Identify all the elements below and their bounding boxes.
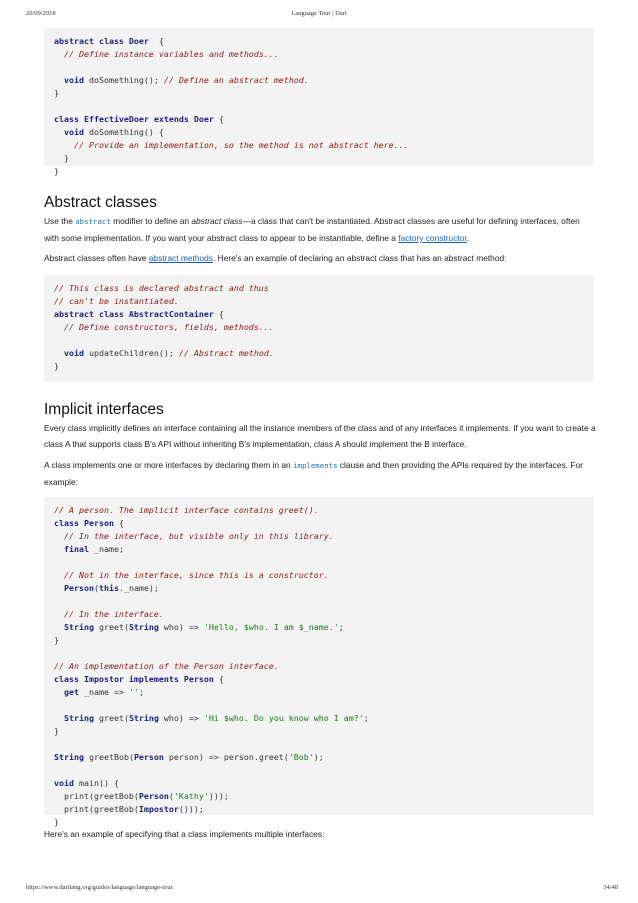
code-text: person) => person.greet( bbox=[163, 752, 289, 762]
text: clause and then providing the APIs required by the interfaces. For example: bbox=[44, 460, 583, 487]
code-text: greetBob( bbox=[83, 752, 134, 762]
code-block-doer bbox=[44, 28, 594, 176]
code-block-person-impostor bbox=[44, 497, 594, 827]
code-comment: // This class is declared abstract and thus bbox=[54, 283, 269, 293]
code-line bbox=[54, 35, 164, 48]
code-text: print(greetBob( bbox=[54, 804, 139, 814]
code-keyword: void bbox=[54, 75, 84, 85]
code-text: } bbox=[54, 817, 59, 827]
code-line bbox=[54, 74, 309, 87]
code-text: { bbox=[148, 36, 164, 46]
code-line bbox=[54, 282, 269, 295]
code-comment: // In the interface. bbox=[54, 609, 164, 619]
page-header-date: 20/09/2018 bbox=[26, 10, 56, 17]
code-line bbox=[54, 543, 124, 556]
code-keyword: this bbox=[98, 583, 119, 593]
code-comment: // Define constructors, fields, methods... bbox=[54, 322, 274, 332]
code-text: } bbox=[54, 726, 59, 736]
text: . bbox=[466, 233, 470, 243]
code-line bbox=[54, 634, 59, 647]
text: Use the bbox=[44, 216, 76, 226]
code-line bbox=[54, 347, 274, 360]
code-text: } bbox=[54, 153, 69, 163]
code-comment: // Not in the interface, since this is a constructor. bbox=[54, 570, 329, 580]
heading-implicit-interfaces: Implicit interfaces bbox=[44, 401, 164, 418]
page-footer-url: https://www.dartlang.org/guides/language/language-tour bbox=[26, 884, 173, 891]
code-text: } bbox=[54, 166, 59, 176]
code-comment: // Provide an implementation, so the method is not abstract here... bbox=[54, 140, 409, 150]
code-text: print(greetBob( bbox=[54, 791, 139, 801]
code-text: ())); bbox=[178, 804, 204, 814]
code-keyword: class EffectiveDoer extends Doer bbox=[54, 114, 214, 124]
paragraph-multiple-interfaces: Here's an example of specifying that a class implements multiple interfaces: bbox=[44, 829, 325, 839]
paragraph-abstract-intro bbox=[44, 213, 596, 246]
code-keyword: final bbox=[54, 544, 89, 554]
code-keyword: abstract class Doer bbox=[54, 36, 149, 46]
code-line bbox=[54, 582, 159, 595]
code-keyword: String bbox=[128, 713, 159, 723]
code-string: 'Kathy' bbox=[173, 791, 209, 801]
code-line bbox=[54, 517, 124, 530]
code-line bbox=[54, 712, 369, 725]
code-comment: // Abstract method. bbox=[178, 348, 274, 358]
code-comment: // In the interface, but visible only in this library. bbox=[54, 531, 334, 541]
code-line bbox=[54, 621, 344, 634]
code-text: who) => bbox=[158, 713, 204, 723]
code-text: ._name); bbox=[118, 583, 159, 593]
code-text: } bbox=[54, 88, 59, 98]
code-text: _name => bbox=[78, 687, 129, 697]
text: . Here's an example of declaring an abstract class that has an abstract method: bbox=[213, 253, 507, 263]
code-line bbox=[54, 360, 59, 373]
paragraph-implements-clause bbox=[44, 457, 596, 490]
code-line bbox=[54, 321, 274, 334]
code-text: updateChildren(); bbox=[83, 348, 179, 358]
code-text: who) => bbox=[158, 622, 204, 632]
code-keyword: Person bbox=[133, 752, 164, 762]
code-string: 'Hello, $who. I am $_name.' bbox=[203, 622, 339, 632]
code-text: } bbox=[54, 635, 59, 645]
code-keyword: class Impostor implements Person bbox=[54, 674, 214, 684]
code-line bbox=[54, 686, 144, 699]
code-line bbox=[54, 126, 164, 139]
code-text: { bbox=[213, 674, 224, 684]
code-line bbox=[54, 803, 204, 816]
link-factory-constructor[interactable]: factory constructor bbox=[398, 233, 467, 243]
code-keyword: void bbox=[54, 127, 84, 137]
inline-code-abstract: abstract bbox=[75, 217, 111, 226]
code-text: ( bbox=[93, 583, 99, 593]
code-line bbox=[54, 165, 59, 178]
code-comment: // A person. The implicit interface contains greet(). bbox=[54, 505, 319, 515]
code-text: ; bbox=[363, 713, 369, 723]
inline-code-implements: implements bbox=[293, 461, 338, 470]
code-line bbox=[54, 751, 324, 764]
code-text: { bbox=[213, 114, 224, 124]
text: modifier to define an bbox=[110, 216, 192, 226]
code-comment: // Define instance variables and methods... bbox=[54, 49, 279, 59]
paragraph-implicit-intro: Every class implicitly defines an interface containing all the instance members of the class and of any interfaces it implements. If you want to create a class A that supports class B's API without inheriting B's implementation, class A should implement the B interface. bbox=[44, 423, 596, 449]
code-text: { bbox=[113, 518, 124, 528]
code-text: ; bbox=[338, 622, 344, 632]
code-line bbox=[54, 673, 224, 686]
code-keyword: String bbox=[54, 713, 94, 723]
code-text: } bbox=[54, 361, 59, 371]
code-keyword: Person bbox=[54, 583, 94, 593]
code-text: doSomething(); bbox=[83, 75, 164, 85]
code-text: ))); bbox=[208, 791, 229, 801]
code-line bbox=[54, 608, 164, 621]
heading-abstract-classes: Abstract classes bbox=[44, 194, 157, 211]
code-text: main() { bbox=[73, 778, 119, 788]
code-text: ( bbox=[168, 791, 174, 801]
code-comment: // can't be instantiated. bbox=[54, 296, 179, 306]
code-keyword: Person bbox=[138, 791, 169, 801]
code-comment: // Define an abstract method. bbox=[163, 75, 309, 85]
code-keyword: get bbox=[54, 687, 79, 697]
code-text: doSomething() { bbox=[83, 127, 164, 137]
link-abstract-methods[interactable]: abstract methods bbox=[148, 253, 213, 263]
code-line bbox=[54, 113, 224, 126]
text: —a class that can't be instantiated. Abstract classes are useful for defining interfaces, often with some implementation. If you want your abstract class to appear to be instantiable, define a bbox=[44, 216, 580, 243]
text: Abstract classes often have bbox=[44, 253, 149, 263]
code-line bbox=[54, 790, 229, 803]
emphasis-abstract-class: abstract class bbox=[191, 216, 243, 226]
code-string: '' bbox=[128, 687, 139, 697]
code-text: ); bbox=[313, 752, 324, 762]
code-keyword: Impostor bbox=[138, 804, 179, 814]
code-keyword: String bbox=[54, 752, 84, 762]
code-text: { bbox=[213, 309, 224, 319]
code-text: ; bbox=[138, 687, 144, 697]
page-footer-page-number: 34/48 bbox=[603, 884, 618, 891]
text: A class implements one or more interfaces by declaring them in an bbox=[44, 460, 294, 470]
code-text: _name; bbox=[88, 544, 124, 554]
code-line bbox=[54, 152, 69, 165]
code-string: 'Bob' bbox=[288, 752, 314, 762]
code-line bbox=[54, 87, 59, 100]
code-block-abstract-container bbox=[44, 275, 594, 382]
code-keyword: abstract class AbstractContainer bbox=[54, 309, 214, 319]
code-line bbox=[54, 660, 279, 673]
code-text: greet( bbox=[93, 622, 129, 632]
code-line bbox=[54, 504, 319, 517]
code-line bbox=[54, 569, 329, 582]
code-line bbox=[54, 725, 59, 738]
code-line bbox=[54, 295, 179, 308]
code-keyword: void bbox=[54, 778, 74, 788]
code-line bbox=[54, 777, 119, 790]
code-text: greet( bbox=[93, 713, 129, 723]
code-line bbox=[54, 308, 224, 321]
code-line bbox=[54, 139, 409, 152]
paragraph-abstract-methods bbox=[44, 250, 596, 266]
code-line bbox=[54, 48, 279, 61]
code-line bbox=[54, 530, 334, 543]
code-keyword: class Person bbox=[54, 518, 114, 528]
code-string: 'Hi $who. Do you know who I am?' bbox=[203, 713, 364, 723]
page-header-title: Language Tour | Dart bbox=[291, 10, 347, 17]
code-keyword: String bbox=[128, 622, 159, 632]
code-comment: // An implementation of the Person interface. bbox=[54, 661, 279, 671]
code-keyword: void bbox=[54, 348, 84, 358]
code-keyword: String bbox=[54, 622, 94, 632]
